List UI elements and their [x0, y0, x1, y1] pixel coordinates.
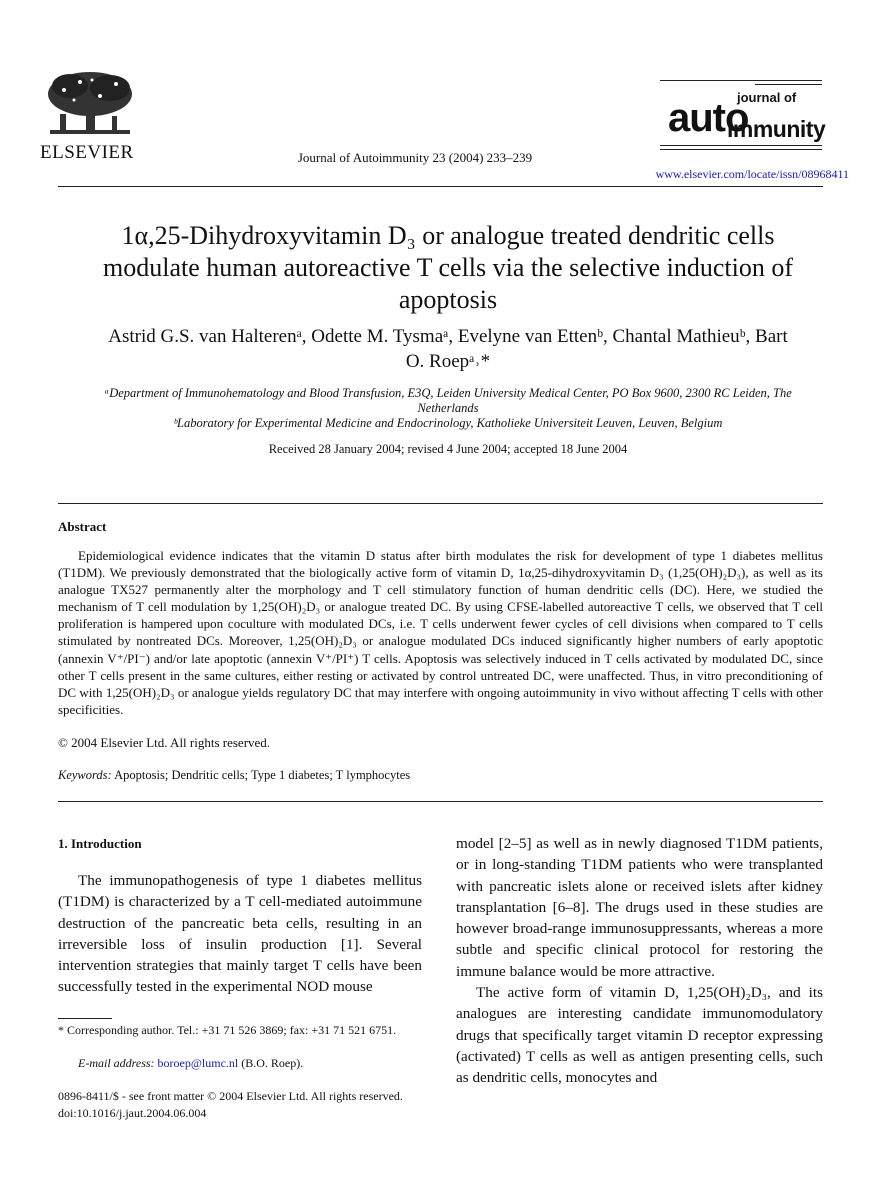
abstract-heading: Abstract: [58, 519, 107, 534]
intro-paragraph-1-cont: model [2–5] as well as in newly diagnosed T1DM patients, or in long-standing T1DM patients who were transplanted with pancreatic islets alone or received islets after kidney transplantation [6–8]. The drugs used in these studies are however broad-range immunosuppressants, whereas a more subtle and specific clinical protocol for restoring the immune balance would be more attractive.: [456, 835, 823, 980]
keywords-text: Apoptosis; Dendritic cells; Type 1 diabetes; T lymphocytes: [114, 768, 411, 782]
keywords-line: [58, 768, 410, 783]
logo-bottom-rule-2: [660, 149, 822, 150]
journal-logo-journal-of: journal of: [737, 90, 797, 105]
abstract-text: Epidemiological evidence indicates that the vitamin D status after birth modulates the risk for development of type 1 diabetes mellitus (T1DM). We previously demonstrated that the biologically active form of vitamin D, 1α,25-dihydroxyvitamin D₃ (1,25(OH)₂D₃), as well as its analogue TX527 permanently alter the morphology and T cell stimulatory function of human dendritic cells (DC). Here, we studied the mechanism of T cell modulation by 1,25(OH)₂D₃ or analogue treated DC. By using CFSE-labelled autoreactive T cells, we observed that T cell proliferation is hampered upon coculture with modulated DCs, i.e. T cells underwent fewer cycles of cell divisions when compared to T cells stimulated by nontreated DCs. Moreover, 1,25(OH)₂D₃ or analogue modulated DCs induced significantly higher numbers of early apoptotic (annexin V⁺/PI⁻) and/or late apoptotic (annexin V⁺/PI⁺) T cells. Apoptosis was selectively induced in T cells activated by modulated DC, since other T cells present in the same cultures, either resting or activated by control untreated DC, were unaffected. Thus, in vitro preconditioning of DC with 1,25(OH)₂D₃ or analogue yields regulatory DC that may interfere with ongoing autoimmunity in vivo without affecting T cells with other specificities.: [58, 548, 823, 717]
affiliation-a: ᵃDepartment of Immunohematology and Blood Transfusion, E3Q, Leiden University Medical Center, PO Box 9600, 2300 RC Leiden, The Netherlands: [104, 386, 792, 415]
doi-line: doi:10.1016/j.jaut.2004.06.004: [58, 1106, 207, 1120]
author-list: Astrid G.S. van Halterenᵃ, Odette M. Tysmaᵃ, Evelyne van Ettenᵇ, Chantal Mathieuᵇ, Bart O. Roepᵃ˒*: [108, 326, 788, 372]
intro-right-column: [456, 833, 823, 1089]
publisher-name: ELSEVIER: [40, 142, 134, 163]
journal-url-link[interactable]: www.elsevier.com/locate/issn/08968411: [655, 167, 849, 181]
front-matter-line: 0896-8411/$ - see front matter © 2004 Elsevier Ltd. All rights reserved.: [58, 1089, 403, 1103]
email-suffix: (B.O. Roep).: [241, 1056, 304, 1070]
affiliations: [80, 386, 816, 431]
header-divider: [58, 186, 823, 187]
received-dates: Received 28 January 2004; revised 4 June 2004; accepted 18 June 2004: [268, 442, 628, 456]
email-line: [78, 1056, 303, 1071]
abstract-copyright: © 2004 Elsevier Ltd. All rights reserved.: [58, 735, 271, 750]
journal-logo-immunity: immunity: [727, 116, 826, 142]
corresponding-author-note: * Corresponding author. Tel.: +31 71 526 3869; fax: +31 71 521 6751.: [58, 1023, 397, 1037]
elsevier-tree-logo: [40, 68, 140, 142]
email-link[interactable]: boroep@lumc.nl: [157, 1056, 239, 1070]
section-heading-introduction: 1. Introduction: [58, 836, 142, 851]
footnote-rule: [58, 1018, 112, 1019]
abstract-bottom-rule: [58, 801, 823, 802]
affiliation-b: ᵇLaboratory for Experimental Medicine and Endocrinology, Katholieke Universiteit Leuven, Leuven, Belgium: [173, 416, 723, 430]
article-title: 1α,25-Dihydroxyvitamin D₃ or analogue treated dendritic cells modulate human autoreactive T cells via the selective induction of apoptosis: [103, 221, 793, 314]
keywords-label: Keywords:: [58, 768, 112, 782]
logo-bottom-rule: [660, 145, 822, 146]
intro-paragraph-2: The active form of vitamin D, 1,25(OH)₂D₃, and its analogues are interesting candidate immunomodulatory drugs that specifically target vitamin D receptor expressing (activated) T cells as well as antigen presenting cells, such as dendritic cells, monocytes and: [456, 984, 823, 1087]
journal-citation: Journal of Autoimmunity 23 (2004) 233–239: [297, 150, 533, 165]
intro-left-column: The immunopathogenesis of type 1 diabetes mellitus (T1DM) is characterized by a T cell-mediated autoimmune destruction of the pancreatic beta cells, resulting in an irreversible loss of insulin production [1]. Several intervention strategies that mainly target T cells have been successfully tested in the experimental NOD mouse: [58, 872, 422, 996]
journal-logo-auto: auto: [668, 96, 749, 140]
email-label: E-mail address:: [78, 1056, 155, 1070]
abstract-top-rule: [58, 503, 823, 504]
logo-top-rule: [660, 80, 822, 81]
logo-top-rule-2: [755, 84, 822, 85]
